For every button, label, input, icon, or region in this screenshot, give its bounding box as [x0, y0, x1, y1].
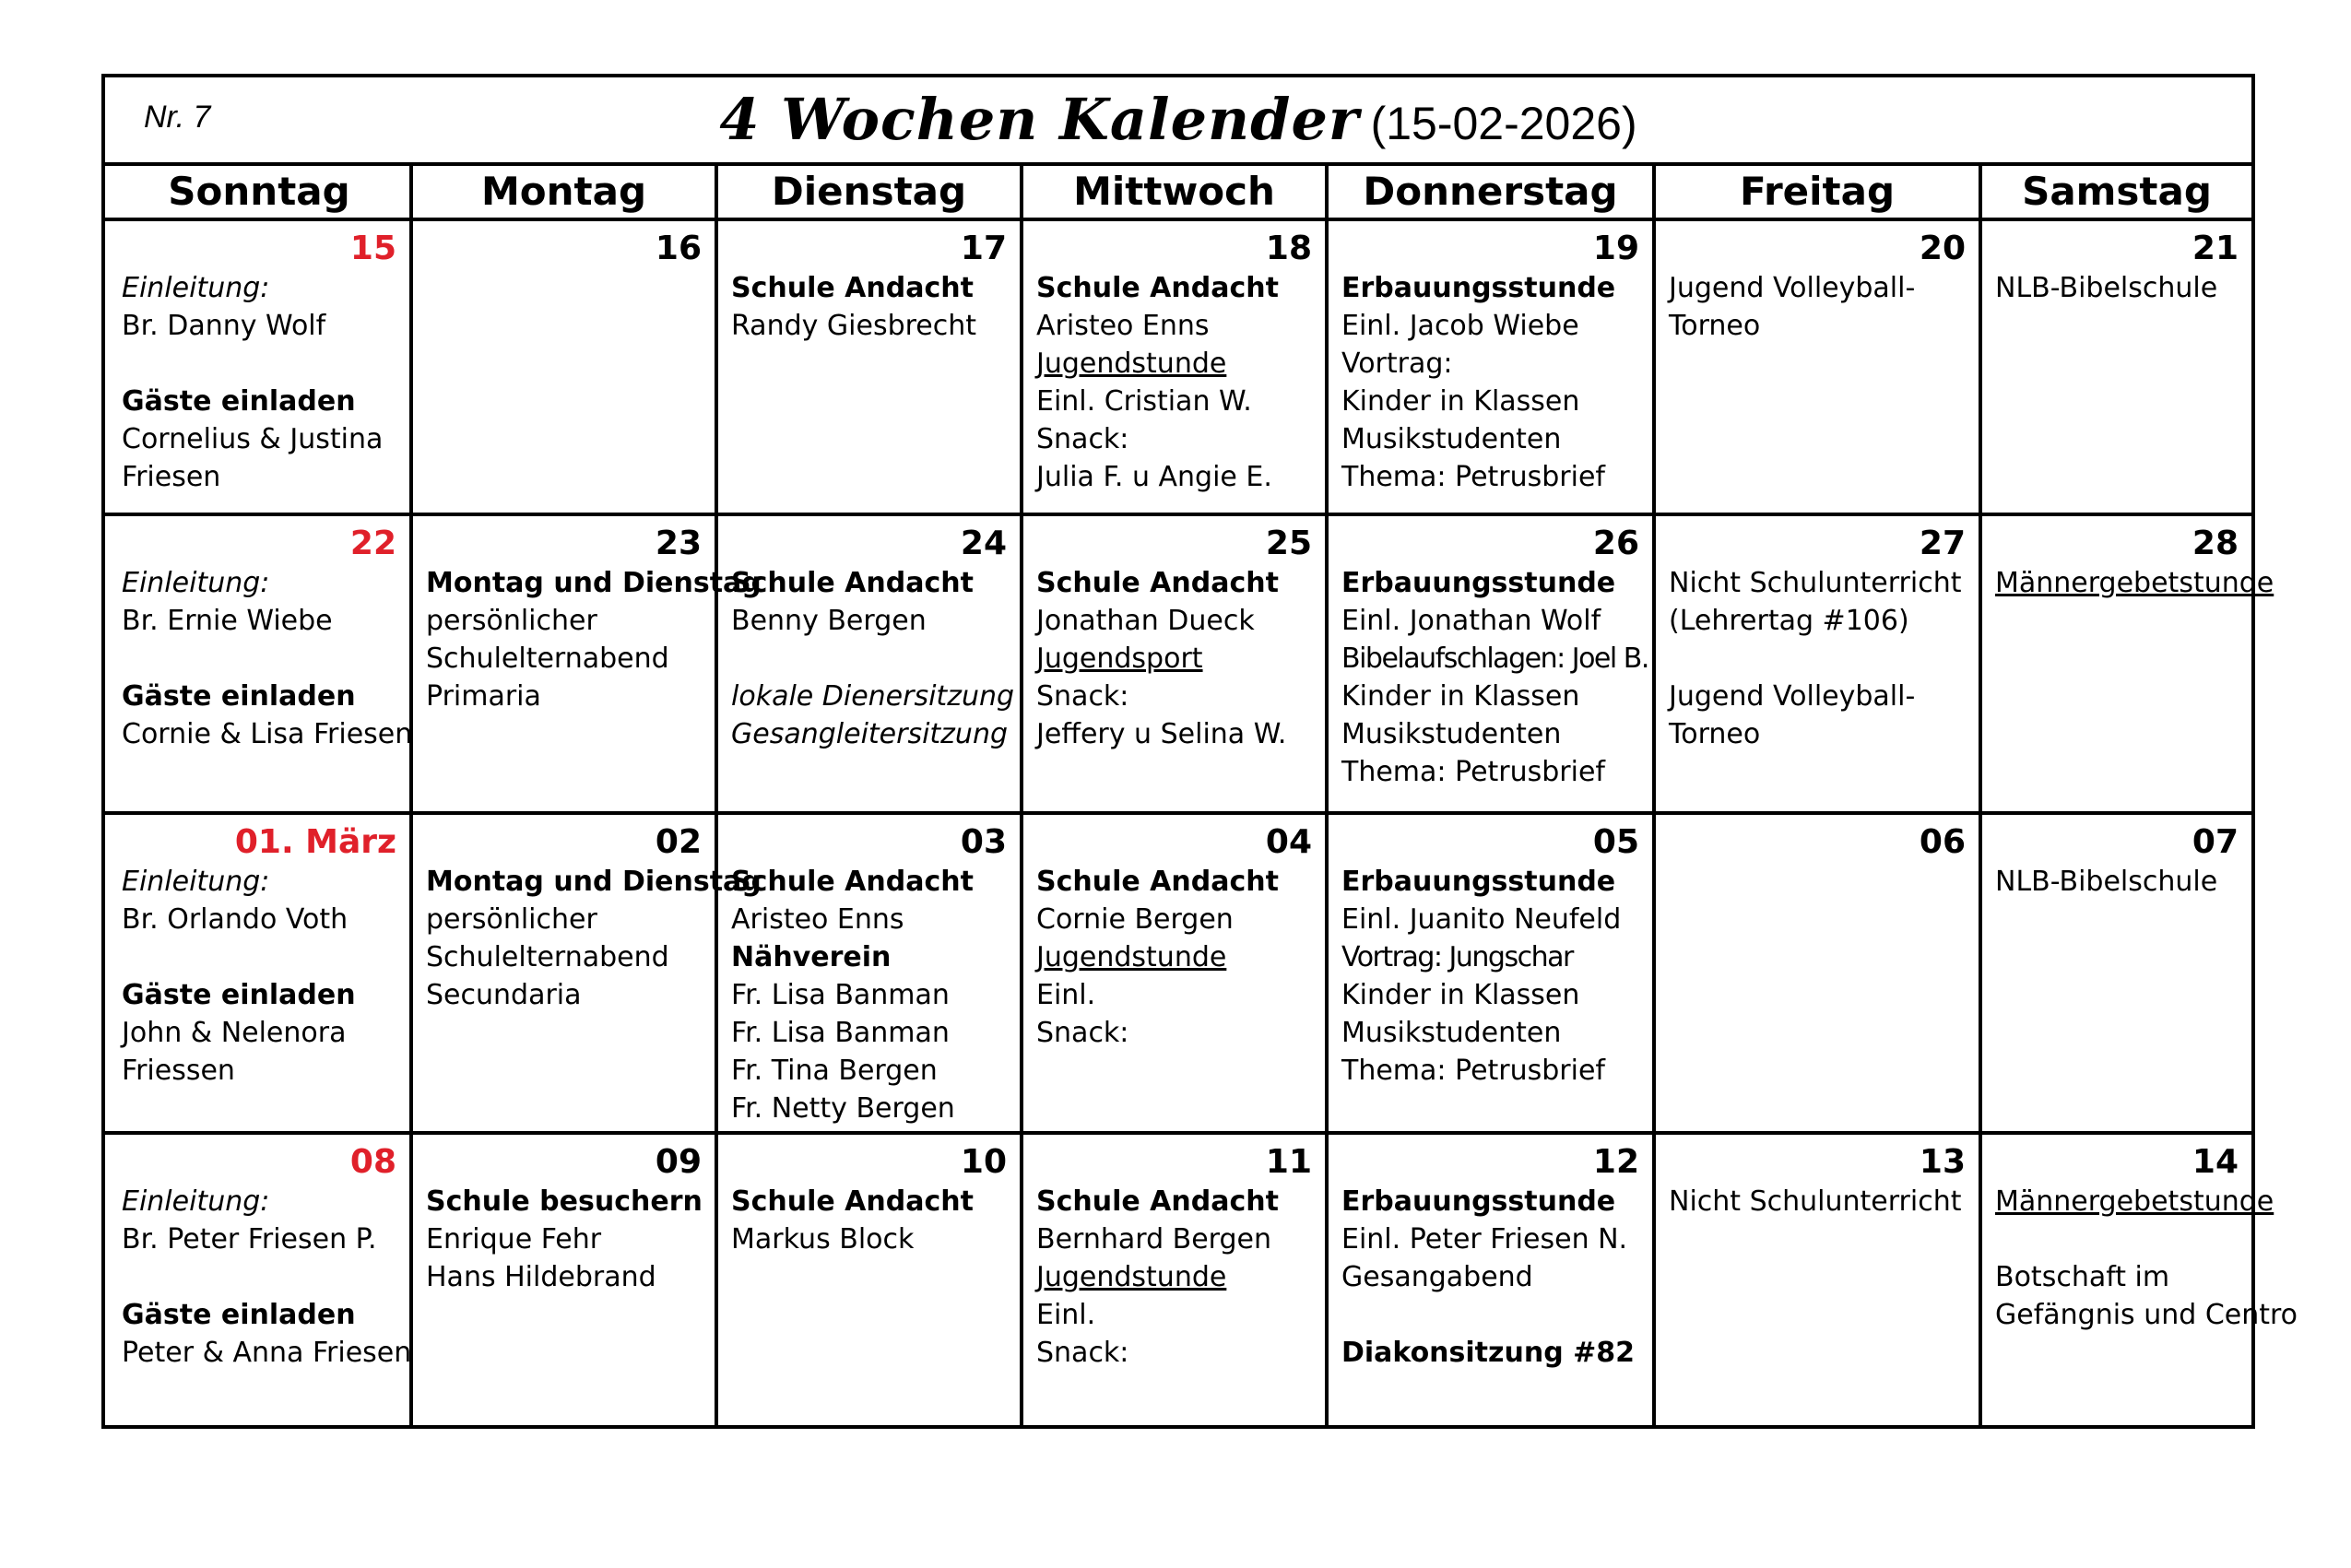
day-header-freitag: Freitag [1739, 169, 1896, 214]
page-title [105, 77, 2251, 162]
event-line: Schulelternabend [426, 941, 669, 973]
day-number: 04 [1265, 823, 1312, 861]
event-line: Diakonsitzung #82 [1341, 1337, 1636, 1369]
day-number: 22 [349, 525, 396, 562]
event-line: lokale Dienersitzung [731, 680, 1015, 713]
event-line: Gäste einladen [122, 979, 356, 1011]
day-number: 15 [349, 230, 396, 267]
event-line: Torneo [1669, 310, 1761, 342]
event-line: Vortrag: Jungschar [1341, 941, 1573, 973]
event-line: Einleitung: [122, 1185, 270, 1218]
day-header-montag: Montag [480, 169, 647, 214]
event-line: Jeffery u Selina W. [1036, 718, 1287, 750]
day-cell [1982, 815, 2251, 1131]
event-line: Thema: Petrusbrief [1341, 461, 1605, 493]
day-cell [1329, 815, 1652, 1131]
event-line: Br. Peter Friesen P. [122, 1223, 377, 1256]
event-line: Schule Andacht [1036, 567, 1279, 599]
day-number: 05 [1592, 823, 1639, 861]
day-header-dienstag: Dienstag [771, 169, 967, 214]
event-line: NLB-Bibelschule [1995, 866, 2218, 898]
day-cell [1023, 815, 1325, 1131]
event-line: Gesangleitersitzung [731, 718, 1008, 750]
event-line: Einl. Juanito Neufeld [1341, 903, 1622, 936]
event-line: Erbauungsstunde [1341, 866, 1616, 898]
event-line: Nicht Schulunterricht [1669, 567, 1962, 599]
event-line: Benny Bergen [731, 605, 927, 637]
day-cell [109, 516, 413, 811]
day-number: 03 [960, 823, 1007, 861]
day-cell [1023, 221, 1325, 513]
event-line [122, 1258, 396, 1296]
day-cell [718, 221, 1020, 513]
event-line: Gäste einladen [122, 680, 356, 713]
event-line: Julia F. u Angie E. [1036, 461, 1272, 493]
day-number: 25 [1265, 525, 1312, 562]
day-cell [413, 516, 762, 811]
day-number: 23 [655, 525, 702, 562]
event-line: Primaria [426, 680, 541, 713]
calendar-title: 4 Wochen Kalender [719, 86, 1360, 153]
event-line: Friesen [122, 461, 221, 493]
event-line: Schule besuchern [426, 1185, 703, 1218]
event-line: Männergebetstunde [1995, 1185, 2274, 1218]
day-cell [413, 221, 715, 513]
event-line: Jugendstunde [1036, 1261, 1227, 1293]
day-cell [413, 1135, 715, 1425]
event-line: Aristeo Enns [731, 903, 904, 936]
day-number: 13 [1919, 1143, 1966, 1181]
event-line: Montag und Dienstag [426, 866, 762, 898]
day-number: 08 [349, 1143, 396, 1181]
event-line: Erbauungsstunde [1341, 1185, 1616, 1218]
day-number: 27 [1919, 525, 1966, 562]
event-line: Bibelaufschlagen: Joel B. [1341, 643, 1648, 675]
event-line: Gefängnis und Centro [1995, 1299, 2298, 1331]
event-line: Markus Block [731, 1223, 915, 1256]
event-line: Snack: [1036, 680, 1129, 713]
event-line: Schule Andacht [731, 272, 974, 304]
day-cell [1656, 516, 1979, 811]
event-line: Br. Danny Wolf [122, 310, 326, 342]
day-cell [718, 1135, 1020, 1425]
event-line: Kinder in Klassen [1341, 680, 1580, 713]
event-line: Cornelius & Justina [122, 423, 384, 455]
event-line: Einl. Jonathan Wolf [1341, 605, 1601, 637]
event-line: Jugendstunde [1036, 348, 1227, 380]
issue-number: Nr. 7 [144, 100, 211, 135]
day-cell [718, 815, 1020, 1131]
event-line: Friessen [122, 1055, 235, 1087]
day-number: 16 [655, 230, 702, 267]
day-cell [1329, 221, 1652, 513]
event-line: Jonathan Dueck [1036, 605, 1255, 637]
day-number: 18 [1265, 230, 1312, 267]
event-line: Schule Andacht [1036, 866, 1279, 898]
event-line: persönlicher [426, 903, 597, 936]
event-line: Snack: [1036, 1337, 1129, 1369]
day-cell [1329, 1135, 1652, 1425]
day-number: 24 [960, 525, 1007, 562]
day-cell [1656, 1135, 1979, 1425]
event-line [1995, 1220, 2239, 1258]
event-line: Schule Andacht [731, 866, 974, 898]
day-cell [109, 221, 409, 513]
event-line: Einl. Jacob Wiebe [1341, 310, 1579, 342]
event-line: Einl. Peter Friesen N. [1341, 1223, 1628, 1256]
event-line: Musikstudenten [1341, 423, 1562, 455]
event-line: Secundaria [426, 979, 582, 1011]
event-line: Musikstudenten [1341, 718, 1562, 750]
event-line: Schule Andacht [731, 567, 974, 599]
day-cell [1329, 516, 1652, 811]
event-line: Gäste einladen [122, 1299, 356, 1331]
day-number: 06 [1919, 823, 1966, 861]
day-cell [1023, 1135, 1325, 1425]
day-number: 26 [1592, 525, 1639, 562]
event-line: Gäste einladen [122, 385, 356, 418]
day-number: 11 [1265, 1143, 1312, 1181]
calendar-grid [101, 74, 2298, 1429]
event-line: Kinder in Klassen [1341, 385, 1580, 418]
day-header-mittwoch: Mittwoch [1073, 169, 1275, 214]
event-line: Einleitung: [122, 272, 270, 304]
event-line [1341, 1296, 1639, 1334]
event-line: Br. Orlando Voth [122, 903, 349, 936]
day-cell [1982, 1135, 2298, 1425]
event-line: Einl. [1036, 1299, 1096, 1331]
event-line [731, 640, 1007, 678]
day-number: 21 [2192, 230, 2239, 267]
event-line: Fr. Lisa Banman [731, 979, 950, 1011]
event-line: Fr. Lisa Banman [731, 1017, 950, 1049]
day-header-samstag: Samstag [2022, 169, 2212, 214]
event-line: Peter & Anna Friesen [122, 1337, 412, 1369]
event-line: Einleitung: [122, 567, 270, 599]
event-line: Kinder in Klassen [1341, 979, 1580, 1011]
event-line: Torneo [1669, 718, 1761, 750]
event-line: Jugendstunde [1036, 941, 1227, 973]
day-cell [718, 516, 1020, 811]
event-line: Jugendsport [1036, 643, 1203, 675]
event-line: Br. Ernie Wiebe [122, 605, 333, 637]
event-line: NLB-Bibelschule [1995, 272, 2218, 304]
event-line: Einleitung: [122, 866, 270, 898]
event-line: Musikstudenten [1341, 1017, 1562, 1049]
event-line: Erbauungsstunde [1341, 272, 1616, 304]
day-number: 12 [1592, 1143, 1639, 1181]
event-line [122, 345, 396, 383]
event-line: Gesangabend [1341, 1261, 1533, 1293]
event-line: persönlicher [426, 605, 597, 637]
event-line: Fr. Netty Bergen [731, 1092, 955, 1125]
day-header-donnerstag: Donnerstag [1363, 169, 1618, 214]
title-row [105, 77, 2251, 162]
event-line [122, 938, 396, 976]
event-line: Schule Andacht [1036, 1185, 1279, 1218]
day-number: 20 [1919, 230, 1966, 267]
event-line: Hans Hildebrand [426, 1261, 656, 1293]
event-line: Einl. [1036, 979, 1096, 1011]
calendar-date: (15-02-2026) [1370, 98, 1637, 149]
event-line: Aristeo Enns [1036, 310, 1210, 342]
event-line: Thema: Petrusbrief [1341, 1055, 1605, 1087]
event-line: Bernhard Bergen [1036, 1223, 1271, 1256]
day-cell [109, 815, 409, 1131]
event-line: Vortrag: [1341, 348, 1453, 380]
day-cell [1982, 221, 2251, 513]
day-cell [1656, 815, 1979, 1131]
day-cell [1023, 516, 1325, 811]
event-line: Einl. Cristian W. [1036, 385, 1252, 418]
event-line: Botschaft im [1995, 1261, 2170, 1293]
event-line: Cornie Bergen [1036, 903, 1234, 936]
event-line: Männergebetstunde [1995, 567, 2274, 599]
event-line: Fr. Tina Bergen [731, 1055, 938, 1087]
day-number: 02 [655, 823, 702, 861]
event-line: Erbauungsstunde [1341, 567, 1616, 599]
event-line: Jugend Volleyball- [1669, 680, 1916, 713]
event-line: Thema: Petrusbrief [1341, 756, 1605, 788]
day-cell [109, 1135, 412, 1425]
day-header-sonntag: Sonntag [168, 169, 350, 214]
event-line: Schulelternabend [426, 643, 669, 675]
event-line: Randy Giesbrecht [731, 310, 977, 342]
day-number: 07 [2192, 823, 2239, 861]
day-number: 14 [2192, 1143, 2239, 1181]
day-number: 28 [2192, 525, 2239, 562]
event-line: Snack: [1036, 423, 1129, 455]
day-number: 09 [655, 1143, 702, 1181]
event-line: Jugend Volleyball- [1669, 272, 1916, 304]
event-line: Nähverein [731, 941, 892, 973]
event-line [122, 640, 396, 678]
day-number: 10 [960, 1143, 1007, 1181]
day-cell [413, 815, 762, 1131]
day-number: 17 [960, 230, 1007, 267]
event-line: Snack: [1036, 1017, 1129, 1049]
event-line: Cornie & Lisa Friesen [122, 718, 413, 750]
event-line: (Lehrertag #106) [1669, 605, 1909, 637]
event-line: Schule Andacht [1036, 272, 1279, 304]
event-line: Schule Andacht [731, 1185, 974, 1218]
day-number: 01. März [234, 823, 396, 861]
event-line: Montag und Dienstag [426, 567, 762, 599]
event-line: John & Nelenora [122, 1017, 347, 1049]
event-line: Enrique Fehr [426, 1223, 602, 1256]
event-line [1669, 640, 1966, 678]
day-cell [1982, 516, 2274, 811]
event-line: Nicht Schulunterricht [1669, 1185, 1962, 1218]
day-cell [1656, 221, 1979, 513]
day-number: 19 [1592, 230, 1639, 267]
